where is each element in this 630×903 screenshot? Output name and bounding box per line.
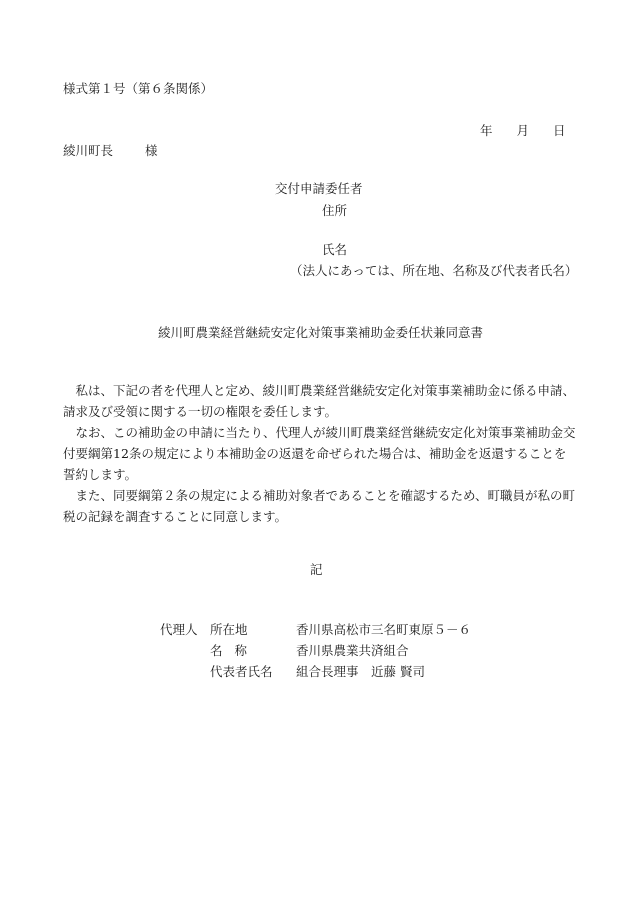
agent-field-label: [210, 664, 296, 685]
agent-field-label-a: 代表者氏名: [210, 664, 273, 679]
agent-field-label-a: 所在地: [210, 622, 248, 637]
paragraph-delegation: 私は、下記の者を代理人と定め、綾川町農業経営継続安定化対策事業補助金に係る申請、請求及び受領に関する一切の権限を委任します。: [63, 383, 576, 419]
date-day: 日: [553, 123, 566, 138]
agent-field-label-a: 名: [210, 643, 223, 658]
agent-details: [160, 622, 471, 685]
paragraph-refund-pledge: なお、この補助金の申請に当たり、代理人が綾川町農業経営継続安定化対策事業補助金交付要綱第12条の規定により本補助金の返還を命ぜられた場合は、補助金を返還することを誓約します。: [63, 425, 576, 482]
agent-field-label-b: 称: [234, 643, 248, 658]
agent-label: 代理人: [160, 622, 198, 637]
addressee-honorific: 様: [145, 143, 158, 158]
agent-field-label: [210, 622, 296, 643]
addressee: [63, 143, 158, 158]
agent-field-value: 香川県高松市三名町東原５－６: [296, 622, 472, 637]
agent-field-value: 香川県農業共済組合: [296, 643, 409, 658]
applicant-name-label: 氏名: [322, 242, 348, 257]
date-year: 年: [480, 123, 493, 138]
applicant-address-label: 住所: [322, 203, 348, 218]
addressee-name: 綾川町長: [63, 143, 114, 158]
agent-row: [160, 622, 471, 643]
document-title: 綾川町農業経営継続安定化対策事業補助金委任状兼同意書: [158, 325, 484, 340]
date-line: [480, 123, 566, 138]
agent-row: [160, 664, 471, 685]
agent-field-value: 組合長理事 近藤 賢司: [296, 664, 425, 679]
form-number: 様式第１号（第６条関係）: [63, 81, 214, 96]
paragraph-tax-consent: また、同要綱第２条の規定による補助対象者であることを確認するため、町職員が私の町税の記録を調査することに同意します。: [63, 488, 576, 524]
applicant-heading: 交付申請委任者: [275, 181, 363, 196]
applicant-name-note: （法人にあっては、所在地、名称及び代表者氏名）: [290, 263, 578, 278]
agent-row: [160, 643, 471, 664]
date-month: 月: [516, 123, 530, 138]
body-text: [63, 380, 577, 527]
ki-heading: 記: [310, 562, 323, 577]
agent-field-label: [210, 643, 296, 664]
